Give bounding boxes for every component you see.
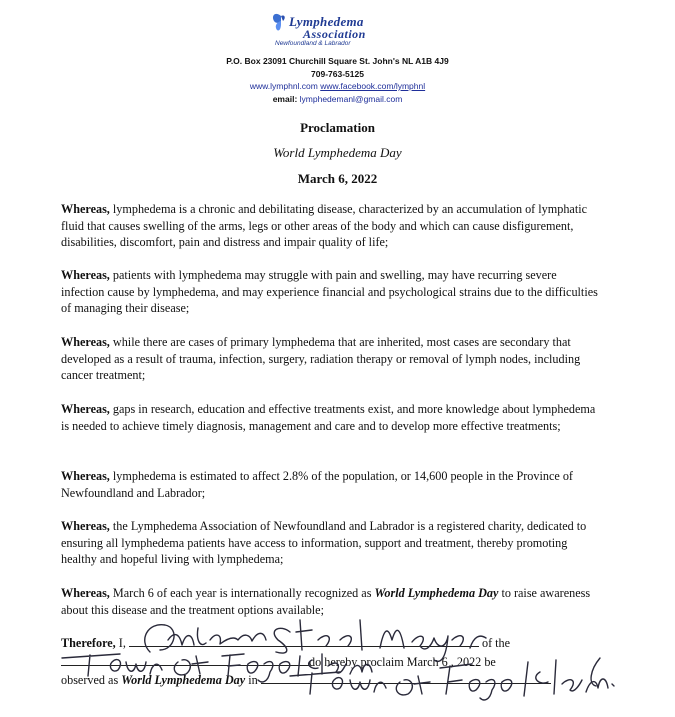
whereas-paragraph: Whereas, patients with lymphedema may struggle with pain and swelling, may have recurring severe infection cause by lymphedema, and may experience financial and psychological strains due to the difficulties of managing their disease; <box>61 268 598 315</box>
proclamation-title: Proclamation <box>300 120 375 135</box>
website-link[interactable]: www.lymphnl.com <box>249 81 318 91</box>
address: P.O. Box 23091 Churchill Square St. John's NL A1B 4J9 <box>226 56 449 66</box>
observed-line: observed as World Lymphedema Day in <box>61 673 551 688</box>
email-label: email: <box>272 93 298 104</box>
municipality-blank[interactable] <box>61 655 309 666</box>
whereas-paragraph: Whereas, lymphedema is estimated to affect 2.8% of the population, or 14,600 people in the Province of Newfoundland and Labrador; <box>61 469 573 500</box>
logo-line2: Association <box>303 27 366 41</box>
facebook-link[interactable]: www.facebook.com/lymphnl <box>320 81 426 91</box>
proclamation-subtitle: World Lymphedema Day <box>273 145 402 160</box>
proclamation-date: March 6, 2022 <box>297 171 378 186</box>
whereas-paragraph: Whereas, March 6 of each year is internationally recognized as World Lymphedema Day to raise awareness about this disease and the treatment options available; <box>61 586 591 617</box>
proclaim-line: do hereby proclaim March 6 , 2022 be <box>61 655 496 670</box>
logo-line1: Lymphedema <box>289 14 364 29</box>
whereas-paragraph: Whereas, lymphedema is a chronic and debilitating disease, characterized by an accumulation of lymphatic fluid that causes swelling of the arms, legs or other areas of the body and which can cause disfigurement, disabilities, discomfort, pain and distress and impair quality of life; <box>61 202 588 249</box>
name-title-blank[interactable] <box>129 636 479 647</box>
location-blank[interactable] <box>261 673 551 684</box>
email-link[interactable]: lymphedemanl@gmail.com <box>299 93 403 104</box>
logo-line3: Newfoundland & Labrador <box>275 40 351 47</box>
whereas-paragraph: Whereas, while there are cases of primary lymphedema that are inherited, most cases are secondary that developed as a result of trauma, infection, surgery, radiation therapy or removal of lymph nodes, including cancer treatment; <box>61 335 581 382</box>
contact-block <box>0 55 675 105</box>
therefore-line: Therefore, I, of the <box>61 636 511 650</box>
whereas-paragraph: Whereas, the Lymphedema Association of Newfoundland and Labrador is a registered charity, dedicated to ensuring all lymphedema patients have access to information, support and treatment, thereby promoting healthy and hopeful living with lymphedema; <box>61 519 587 566</box>
association-logo <box>271 12 411 48</box>
phone: 709-763-5125 <box>311 68 364 79</box>
butterfly-icon <box>271 12 291 34</box>
whereas-paragraph: Whereas, gaps in research, education and effective treatments exist, and more knowledge about lymphedema is needed to achieve timely diagnosis, management and care and to develop more effective treatments; <box>61 402 596 433</box>
